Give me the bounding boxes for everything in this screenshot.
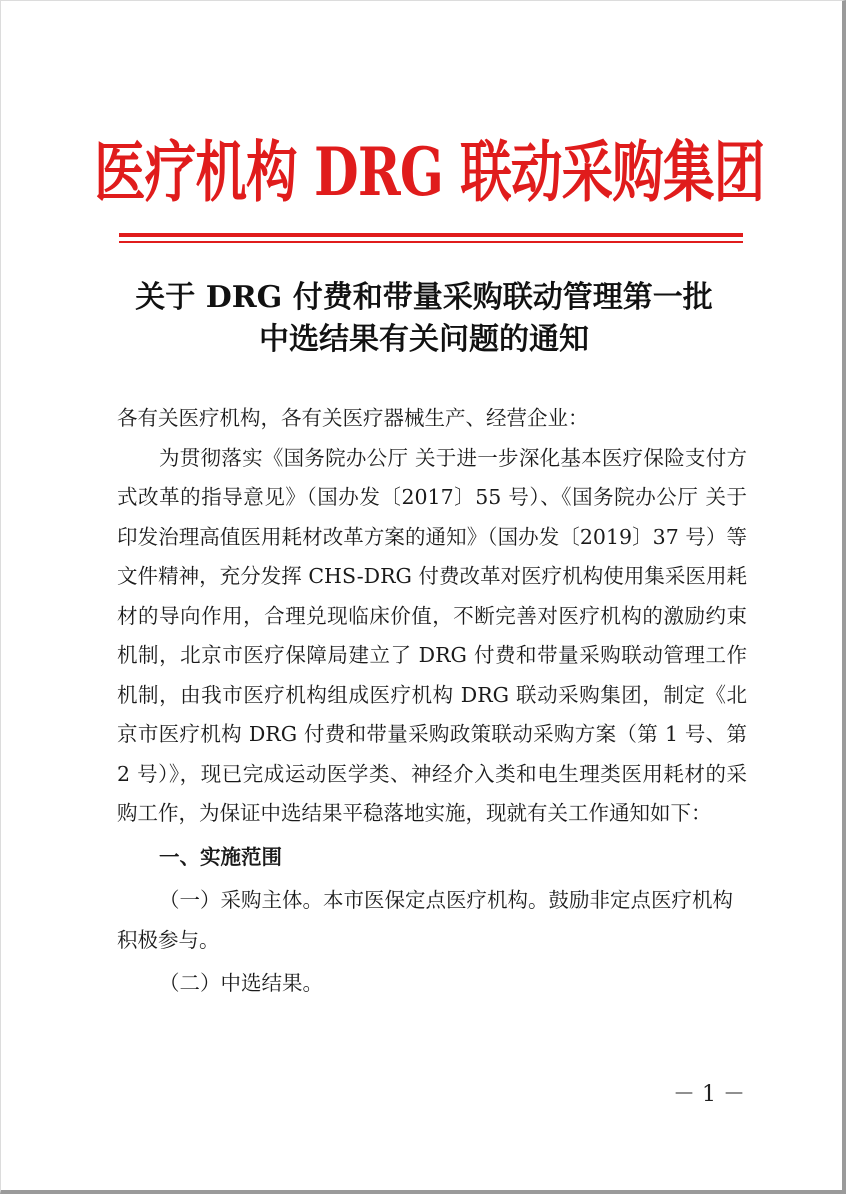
body-paragraph: 为贯彻落实《国务院办公厅 关于进一步深化基本医疗保险支付方式改革的指导意见》（国办发〔2017〕55 号）、《国务院办公厅 关于印发治理高值医用耗材改革方案的通知》（国办发〔2019〕37 号）等文件精神，充分发挥 CHS-DRG 付费改革对医疗机构使用集采医用耗材的导向作用，合理兑现临床价值，不断完善对医疗机构的激励约束机制，北京市医疗保障局建立了 DRG 付费和带量采购联动管理工作机制，由我市医疗机构组成医疗机构 DRG 联动采购集团，制定《北京市医疗机构 DRG 付费和带量采购政策联动采购方案（第 1 号、第 2 号）》，现已完成运动医学类、神经介入类和电生理类医用耗材的采购工作，为保证中选结果平稳落地实施，现就有关工作通知如下： [117,445,747,825]
document-title-line2: 中选结果有关问题的通知 [259,322,589,357]
salutation: 各有关医疗机构，各有关医疗器械生产、经营企业： [117,406,589,430]
section-item-1: （一）采购主体。本市医保定点医疗机构。鼓励非定点医疗机构积极参与。 [117,888,733,952]
page-number: － 1 － [673,1082,745,1107]
letterhead-rule-thick [119,233,743,237]
document-title-line1: 关于 DRG 付费和带量采购联动管理第一批 [135,280,713,315]
letterhead-rule-thin [119,241,743,243]
letterhead: 医疗机构 DRG 联动采购集团 [94,133,765,211]
document-body [117,399,747,1004]
document-title [1,277,847,361]
section-heading: 一、实施范围 [159,844,282,869]
section-item-2: （二）中选结果。 [159,971,323,995]
